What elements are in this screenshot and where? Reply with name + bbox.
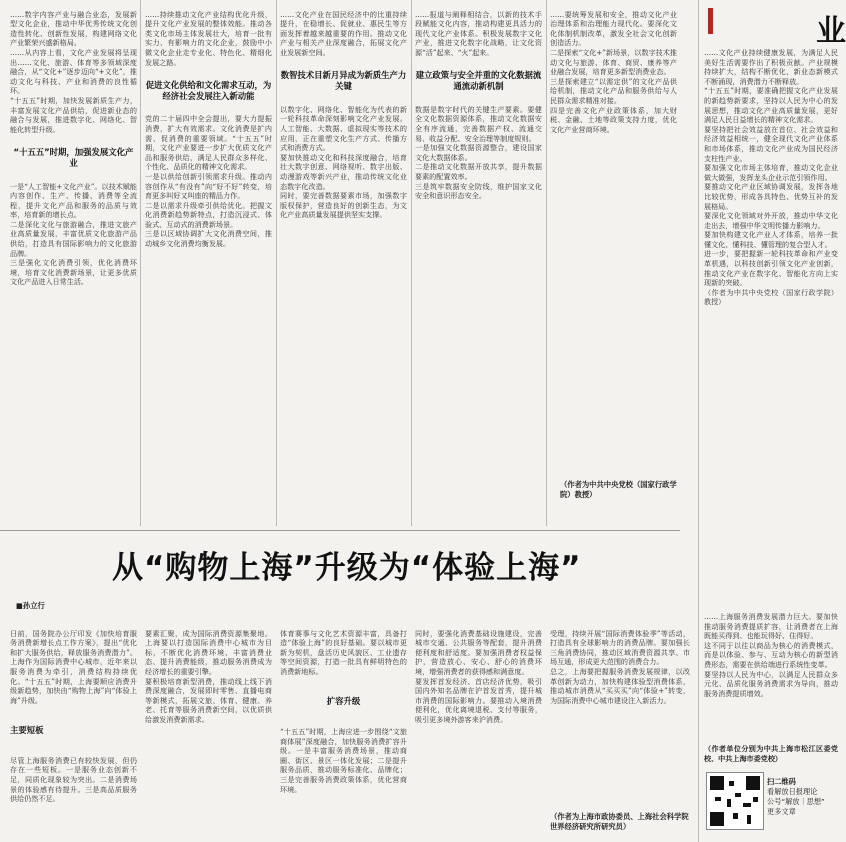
bottom-col-4 (415, 612, 542, 842)
top-col-2-text-b: 党的二十届四中全会提出，要大力提振消费，扩大有效需求。文化消费是扩内需、促消费的重要领域。“十五五”时期，文化产业要进一步扩大优质文化产品和服务供给，满足人民群众多样化、个性化、品质化的精神文化需求。 一是以供给创新引领需求升级。推动内容创作从“有没有”向“好不好”转变，培育更多叫好又叫座的精品力作。 二是以需求升级牵引供给优化。把握文化消费新趋势新特点，打造沉浸式、体验式、互动式的消费新场景。 三是以区域协调扩大文化消费空间，推动城乡文化消费均衡发展。 (145, 114, 272, 249)
top-col-4-text-b: 数据是数字时代的关键生产要素。要健全文化数据资源体系，推动文化数据安全有序流通，完善数据产权、流通交易、收益分配、安全治理等制度规则。 一是加强文化数据资源整合，建设国家文化大数据体系。 二是推动文化数据开放共享，提升数据要素的配置效率。 三是筑牢数据安全防线，维护国家文化安全和意识形态安全。 (415, 104, 542, 201)
bottom-col-1-subheading: 主要短板 (10, 725, 44, 736)
article-separator (0, 530, 680, 531)
column-divider (546, 0, 547, 526)
bottom-col-3 (280, 612, 407, 842)
bottom-col-2-text: 要素汇聚，成为国际消费资源集聚地。上海要以打造国际消费中心城市为目标，不断优化消费环境、丰富消费业态、提升消费能级，推动服务消费成为经济增长的重要引擎。 要积极培育新型消费，推动线上线下消费深度融合，发展即时零售、直播电商等新模式，拓展文旅、体育、健康、养老、托育等服务消费新空间，以优质供给激发消费新需求。 (145, 628, 272, 725)
bottom-col-3-text-b: “十五五”时期，上海应进一步围绕“文旅商体展”深度融合，加快服务消费扩容升级。一是丰富服务消费场景，推动商圈、街区、景区一体化发展；二是提升服务品质，推动服务标准化、品牌化；三是完善服务消费政策体系，优化营商环境。 (280, 727, 407, 794)
top-col-4-subheading: 建立政策与安全并重的文化数据流通流动新机制 (415, 70, 542, 92)
column-divider (411, 0, 412, 526)
bottom-article-byline: （作者为上海市政协委员、上海社会科学院世界经济研究所研究员） (550, 812, 689, 831)
top-col-3-text: ……文化产业在国民经济中的比重持续提升，在稳增长、促就业、惠民生等方面发挥着越来越重要的作用。推动文化产业与相关产业深度融合，拓展文化产业发展新空间。 (280, 9, 407, 57)
top-col-4 (415, 0, 542, 526)
top-col-3-text-b: 以数字化、网络化、智能化为代表的新一轮科技革命深刻影响文化产业发展。人工智能、大数据、虚拟现实等技术的应用，正在重塑文化生产方式、传播方式和消费方式。 要加快推动文化和科技深度融合，培育壮大数字创意、网络视听、数字出版、动漫游戏等新兴产业，推动传统文化业态数字化改造。 同时，要完善数据要素市场，加强数字版权保护，营造良好的创新生态，为文化产业高质量发展提供坚实支撑。 (280, 104, 407, 220)
bottom-col-3-text: 体育赛事与文化艺术资源丰富，具备打造“体验上海”的良好基础。要以城市更新为契机，盘活历史风貌区、工业遗存等空间资源，打造一批具有鲜明特色的消费新地标。 (280, 628, 407, 677)
corner-title-bar (708, 8, 713, 34)
qr-caption-line: 看解放日报理论 (767, 787, 818, 796)
top-col-5 (550, 0, 677, 470)
corner-title (708, 0, 846, 49)
column-divider (276, 0, 277, 526)
bottom-article-author: ■孙立行 (16, 601, 45, 610)
bottom-col-5 (550, 612, 690, 808)
top-col-1-text-b: 一是“人工智能+文化产业”。以技术赋能内容创作、生产、传播、消费等全流程，提升文化产品和服务的品质与效率，培育新的增长点。 二是深化文化与旅游融合，推进文旅产业高质量发展，丰富优质文化旅游产品供给，打造具有国际影响力的文化旅游品牌。 三是强化文化消费引领，优化消费环境，培育文化消费新场景，让更多优质文化产品进入日常生活。 (10, 181, 137, 287)
column-divider (140, 0, 141, 526)
top-col-2-text: ……持续推动文化产业结构优化升级，提升文化产业发展的整体效能。推动各类文化市场主体发展壮大，培育一批有实力、有影响力的文化企业，鼓励中小微文化企业走专业化、特色化、精细化发展之路。 (145, 9, 272, 67)
qr-code[interactable] (706, 772, 764, 830)
top-col-5-text: ……要统筹发展和安全，推动文化产业治理体系和治理能力现代化。要深化文化体制机制改革，激发全社会文化创新创造活力。 二是探索“文化+”新场景，以数字技术推动文化与旅游、体育、商贸、康养等产业融合发展，培育更多新型消费业态。 三是探索建立“以需定供”的文化产品供给机制，推动文化产品和服务供给与人民群众需求精准对接。 四是完善文化产业政策体系，加大财税、金融、土地等政策支持力度，优化文化产业营商环境。 (550, 9, 677, 134)
bottom-col-5-text: 受理，持续开展“国际消费体验季”等活动，打造具有全球影响力的消费品牌。要加强长三角消费协同，推动区域消费资源共享、市场互通，形成更大范围的消费合力。 总之，上海要把握服务消费发展规律，以改革创新为动力，加快构建体验型消费体系，推动城市消费从“买买买”向“体验+”转变，为国际消费中心城市建设注入新活力。 (550, 628, 690, 705)
qr-caption (767, 777, 839, 817)
top-col-4-text: ……报道与阐释相结合，以新的技术手段赋能文化内容，推动构建更具活力的现代文化产业体系。积极发展数字文化产业，推进文化数字化战略，让文化资源“活”起来、“火”起来。 (415, 9, 542, 57)
bottom-col-2 (145, 612, 272, 842)
qr-caption-line: 更多文章 (767, 807, 796, 816)
bottom-col-3-subheading: 扩容升级 (326, 696, 361, 707)
right-column-text: ……文化产业持续健康发展，为满足人民美好生活需要作出了积极贡献。产业规模持续扩大，结构不断优化，新业态新模式不断涌现，消费潜力不断释放。 “十五五”时期，要准确把握文化产业发展的新趋势新要求，坚持以人民为中心的发展思想，推动文化产业高质量发展，更好满足人民日益增长的精神文化需求。 要坚持把社会效益放在首位、社会效益和经济效益相统一，健全现代文化产业体系和市场体系，推动文化产业成为国民经济支柱性产业。 要加强文化市场主体培育，推动文化企业做大做强，发挥龙头企业示范引领作用。 要推动文化产业区域协调发展，发挥各地比较优势，形成各具特色、优势互补的发展格局。 要深化文化领域对外开放，推动中华文化走出去，增强中华文明传播力影响力。 要加快构建文化产业人才体系，培养一批懂文化、懂科技、懂管理的复合型人才。 进一步，要把握新一轮科技革命和产业变革机遇，以科技创新引领文化产业创新，推动文化产业在数字化、智能化方向上实现新的突破。 （作者为中共中央党校（国家行政学院）教授） (704, 48, 838, 307)
corner-title-text: 业 (816, 14, 846, 49)
top-col-1-subheading: “十五五”时期，加强发展文化产业 (13, 146, 134, 168)
top-col-1-text: ……数字内容产业与融合业态，发展新型文化企业，推动中华优秀传统文化创造性转化、创新性发展，构建网络文化产业繁荣兴盛新格局。 ……从内容上看，文化产业发展将呈现出……文化、旅游、体育等多领域深度融合，从“文化+”逐步迈向“+文化”，推动文化与科技、产业和消费的良性循环。 “十五五”时期，加快发展新质生产力，丰富发展文化产品供给，促进新业态的融合与发展，推进数字化、网络化、智能化转型升级。 (10, 9, 137, 134)
right-bottom-byline: （作者单位分别为中共上海市松江区委党校、中共上海市委党校） (704, 744, 838, 763)
column-divider (698, 0, 699, 842)
bottom-col-1 (10, 612, 137, 842)
bottom-col-4-text: 同时，要强化消费基础设施建设，完善城市交通、公共服务等配套，提升消费便利度和舒适度。要加强消费者权益保护，营造放心、安心、舒心的消费环境，增强消费者的获得感和满意度。 要发挥首发经济、首店经济优势，吸引国内外知名品牌在沪首发首秀，提升城市消费的国际影响力。要推动入境消费便利化，优化离境退税、支付等服务，吸引更多境外游客来沪消费。 (415, 628, 542, 725)
top-article-byline: （作者为中共中央党校（国家行政学院）教授） (560, 480, 677, 499)
top-col-1 (10, 0, 137, 526)
bottom-article-headline: 从“购物上海”升级为“体验上海” (112, 550, 582, 586)
top-col-3 (280, 0, 407, 526)
bottom-col-1-text: 日前，国务院办公厅印发《加快培育服务消费新增长点工作方案》，提出“优化和扩大服务供给，释放服务消费潜力”。上海作为国际消费中心城市，近年来以服务消费为牵引，消费结构持续优化。“十五五”时期，上海要顺应消费升级新趋势，加快由“购物上海”向“体验上海”升级。 (10, 628, 137, 705)
top-col-2 (145, 0, 272, 526)
qr-caption-line: 公号“解放｜思想” (767, 797, 825, 806)
top-col-2-subheading: 促进文化供给和文化需求互动，为经济社会发展注入新动能 (145, 79, 272, 101)
right-bottom-text: ……上海服务消费发展潜力巨大。要加快推动服务消费提质扩容，让消费者在上海既能买得到、也能玩得好、住得好。 这不同于以往以商品为核心的消费模式，而是以体验、参与、互动为核心的新型消费形态，需要在供给端进行系统性变革。 要坚持以人民为中心，以满足人民群众多元化、品质化服务消费需求为导向，推动服务消费提质增效。 (704, 612, 838, 698)
qr-caption-line: 扫二维码 (767, 777, 796, 786)
top-col-3-subheading: 数智技术目新月异成为新质生产力关键 (280, 70, 407, 92)
bottom-col-1-text-b: 尽管上海服务消费已有较快发展，但仍存在一些短板。一是服务业态创新不足，同质化现象较为突出。二是消费场景的体验感有待提升。三是高品质服务供给仍然不足。 (10, 755, 137, 804)
